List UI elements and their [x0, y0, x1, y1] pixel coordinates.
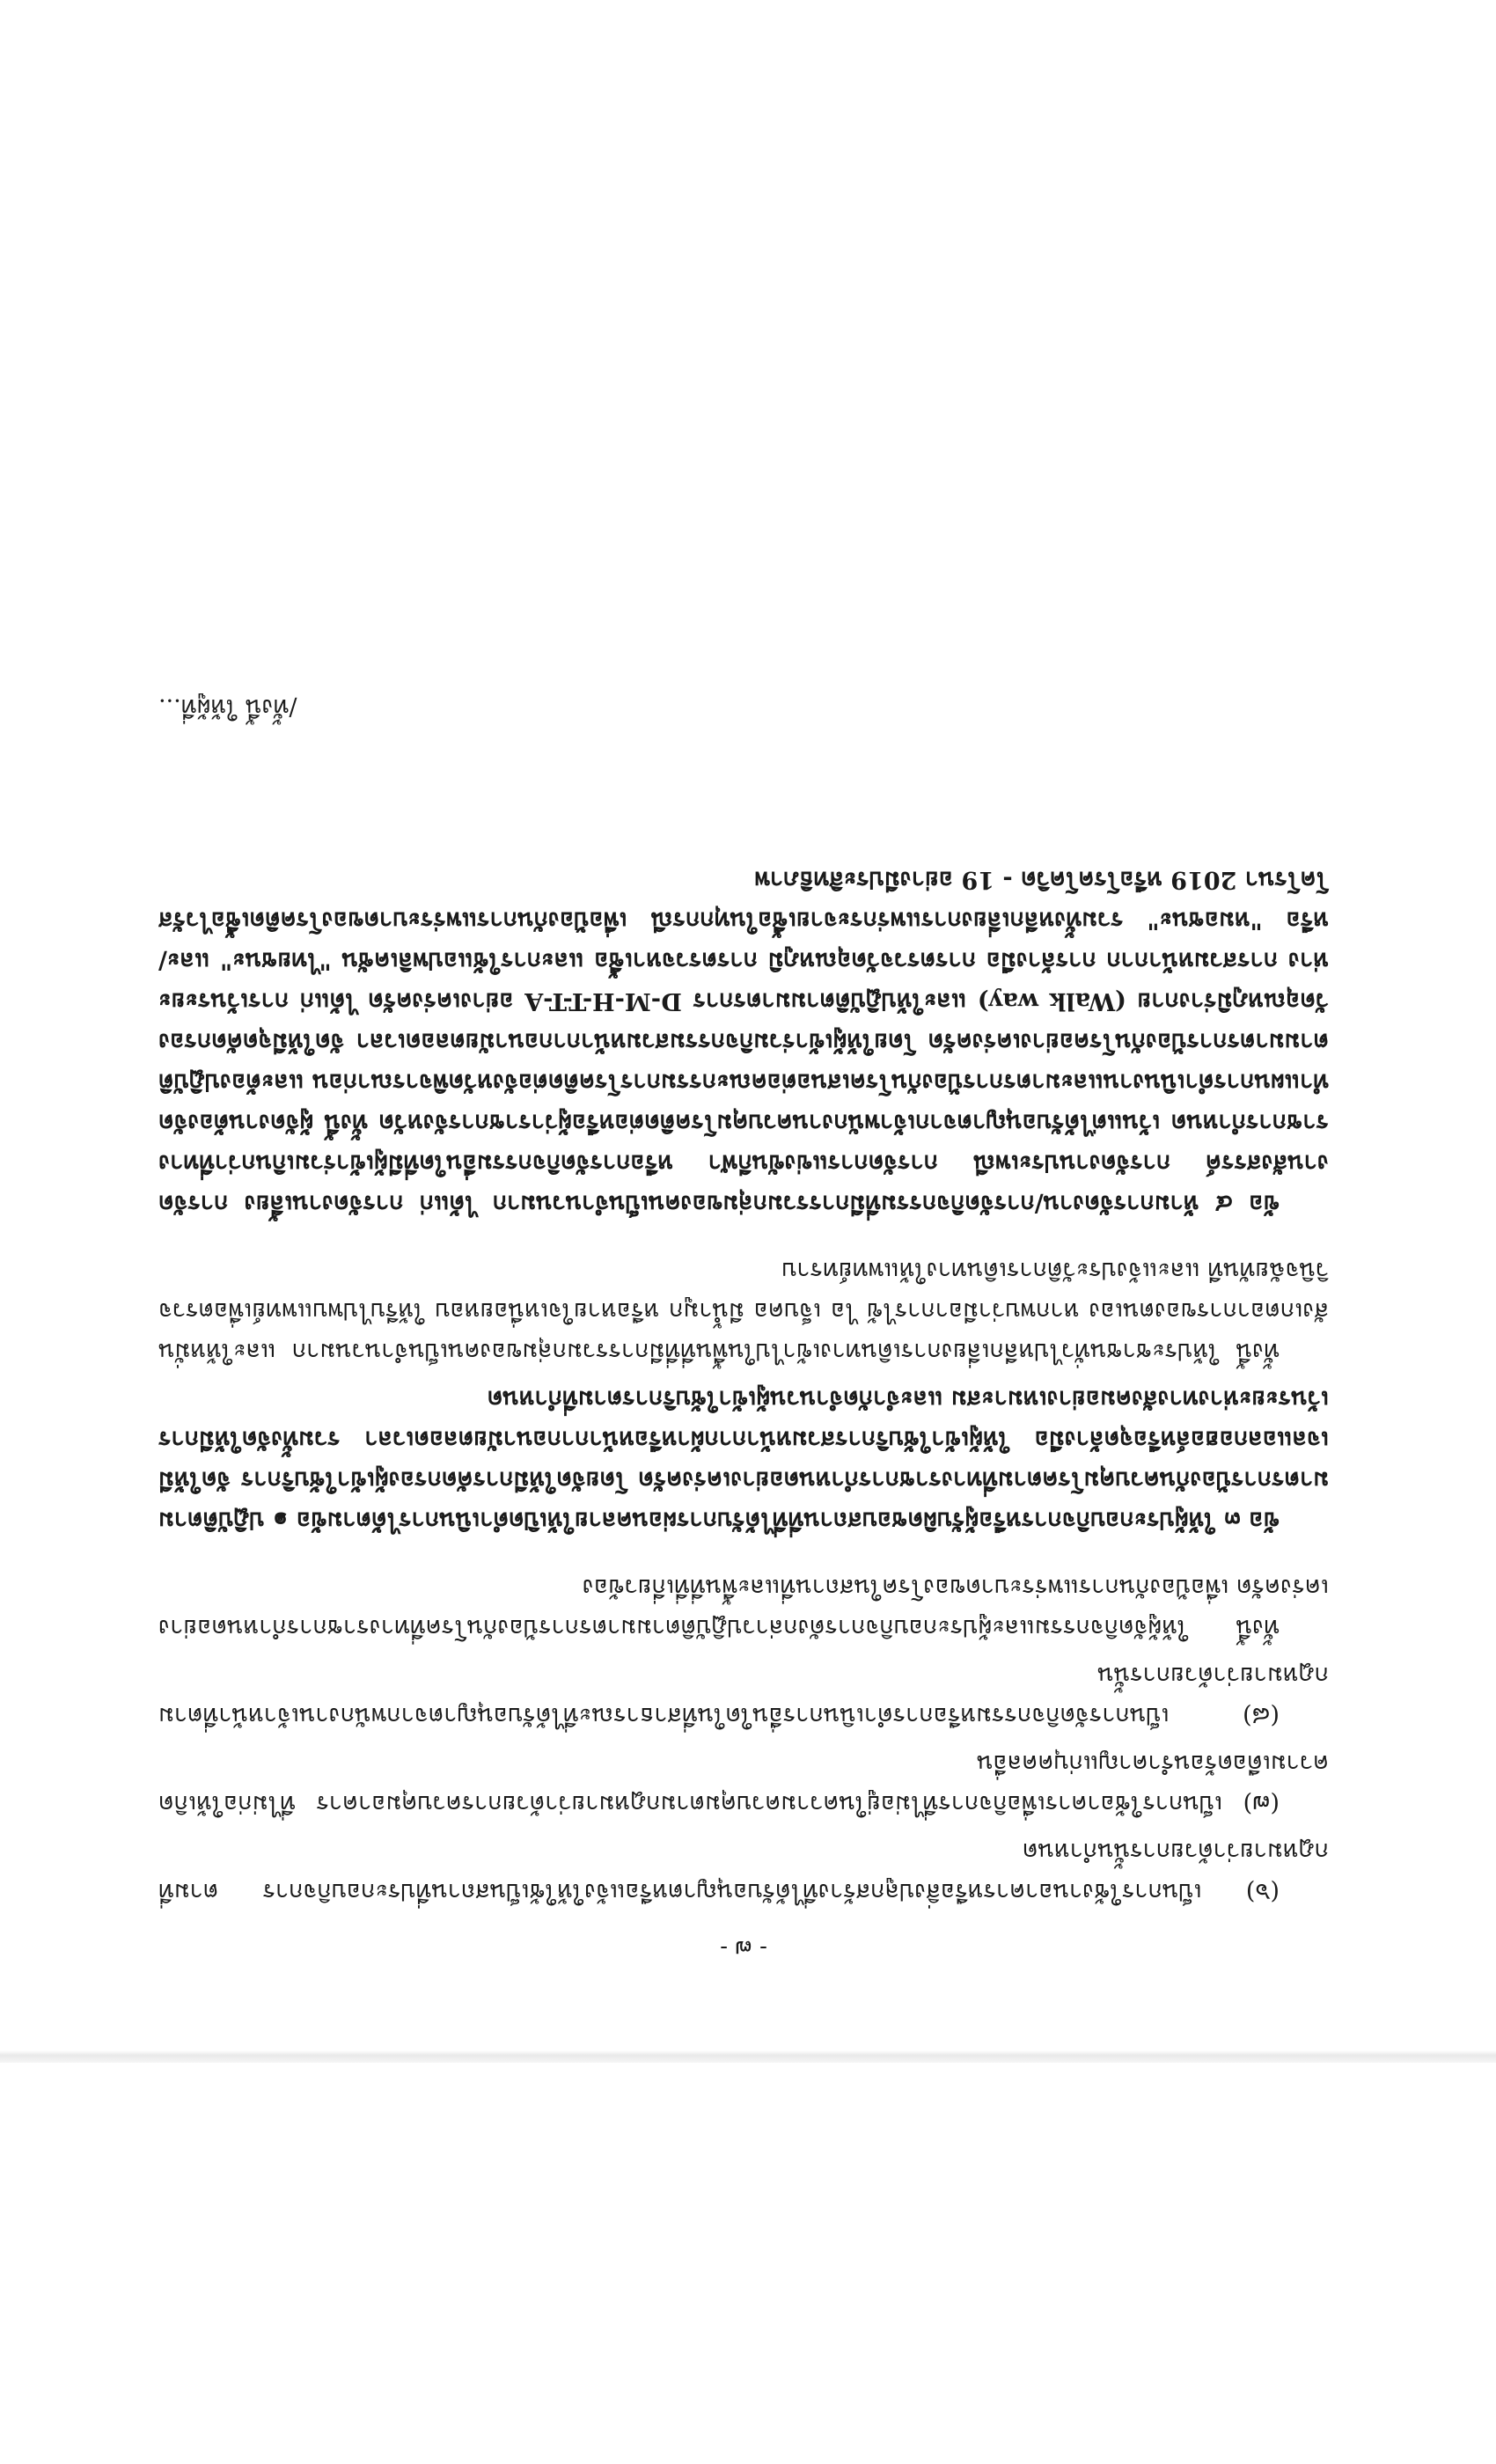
body-paragraph: ทั้งนี้ ให้ผู้จัดกิจกรรมและผู้ประกอบกิจการดังกล่าวปฏิบัติตามมาตรการป้องกันโรคที่ทางราชการกำหนดอย่างเคร่งครัด เพื่อป้องกันการแพร่ระบาดของโรคในสถานที่และพื้นที่ที่เกี่ยวข้อง: [158, 1573, 1329, 1641]
continuation-marker: /ทั้งนี้ ให้ผู้ที่...: [158, 693, 297, 721]
page-content: [158, 689, 1329, 1967]
scan-edge-shadow: [0, 2050, 1496, 2063]
list-item: (๗) เป็นการใช้อาคารเพื่อกิจการที่ไม่อยู่ในความควบคุมตามกฎหมายว่าด้วยการควบคุมอาคาร ที่ไม่ก่อให้เกิดความเดือดร้อนรำคาญแก่บุคคลอื่น: [158, 1749, 1329, 1817]
clause-4-paragraph: ข้อ ๔ ห้ามการจัดงาน/การจัดกิจกรรมที่มีการรวมกลุ่มของคนเป็นจำนวนมาก ได้แก่ การจัดงานเลี้ยง การจัดงานสังสรรค์ การจัดงานประเพณี การจัดการแข่งขันกีฬา หรือการจัดกิจกรรมอื่นใดที่มีผู้เข้าร่วมเกินกว่าที่ทางราชการกำหนด เว้นแต่ได้รับอนุญาตจากเจ้าพนักงานควบคุมโรคติดต่อหรือผู้ว่าราชการจังหวัด ทั้งนี้ ผู้จัดงานต้องจัดทำแผนการดำเนินงานและมาตรการป้องกันโรคเสนอต่อคณะกรรมการโรคติดต่อจังหวัดพิจารณาก่อน และต้องปฏิบัติตามมาตรการป้องกันโรคอย่างเคร่งครัด โดยให้ผู้เข้าร่วมกิจกรรมสวมหน้ากากอนามัยตลอดเวลา จัดให้มีจุดคัดกรองวัดอุณหภูมิร่างกาย (Walk way) และให้ปฏิบัติตามมาตรการ D-M-H-T-T-A อย่างเคร่งครัด ได้แก่ การเว้นระยะห่าง การสวมหน้ากาก การล้างมือ การตรวจวัดอุณหภูมิ การตรวจหาเชื้อ และการใช้แอปพลิเคชัน "ไทยชนะ" และ/หรือ "หมอชนะ" รวมทั้งหลีกเลี่ยงการแพร่กระจายเชื้อในทุกกรณี เพื่อป้องกันการแพร่ระบาดของโรคติดเชื้อไวรัสโคโรนา 2019 หรือโรคโควิด - 19 อย่างมีประสิทธิภาพ: [158, 866, 1329, 1217]
body-paragraph: ทั้งนี้ ให้ประชาชนทั่วไปหลีกเลี่ยงการเดินทางเข้าไปในพื้นที่ที่มีการรวมกลุ่มของคนเป็นจำนวนมาก และให้หมั่นสังเกตอาการของตนเอง หากพบว่ามีอาการไข้ ไอ เจ็บคอ มีน้ำมูก หรือหายใจเหนื่อยหอบ ให้รีบไปพบแพทย์เพื่อตรวจวินิจฉัยทันที และแจ้งประวัติการเดินทางให้แพทย์ทราบ: [158, 1257, 1329, 1365]
list-item: (๘) เป็นการจัดกิจกรรมหรือการดำเนินการอื่นใดในที่สาธารณะที่ได้รับอนุญาตจากพนักงานเจ้าหน้าที่ตามกฎหมายว่าด้วยการนั้น: [158, 1661, 1329, 1729]
clause-3-paragraph: ข้อ ๓ ให้ผู้ประกอบกิจการหรือผู้รับผิดชอบสถานที่ที่ได้รับการผ่อนคลายให้เปิดดำเนินการได้ตามข้อ ๑ ปฏิบัติตามมาตรการป้องกันควบคุมโรคตามที่ทางราชการกำหนดอย่างเคร่งครัด โดยจัดให้มีการคัดกรองผู้เข้าใช้บริการ จัดให้มีเจลแอลกอฮอล์หรือจุดล้างมือ ให้ผู้เข้าใช้บริการสวมหน้ากากผ้าหรือหน้ากากอนามัยตลอดเวลา รวมทั้งจัดให้มีการเว้นระยะห่างทางสังคมอย่างเหมาะสม และจำกัดจำนวนผู้เข้าใช้บริการตามที่กำหนด: [158, 1385, 1329, 1534]
list-item: (๖) เป็นการใช้งานอาคารหรือสิ่งปลูกสร้างที่ได้รับอนุญาตหรือแจ้งให้ใช้เป็นสถานที่ประกอบกิจการ ตามที่กฎหมายว่าด้วยการนั้นกำหนด: [158, 1837, 1329, 1905]
page-number: - ๗ -: [720, 1935, 767, 1962]
